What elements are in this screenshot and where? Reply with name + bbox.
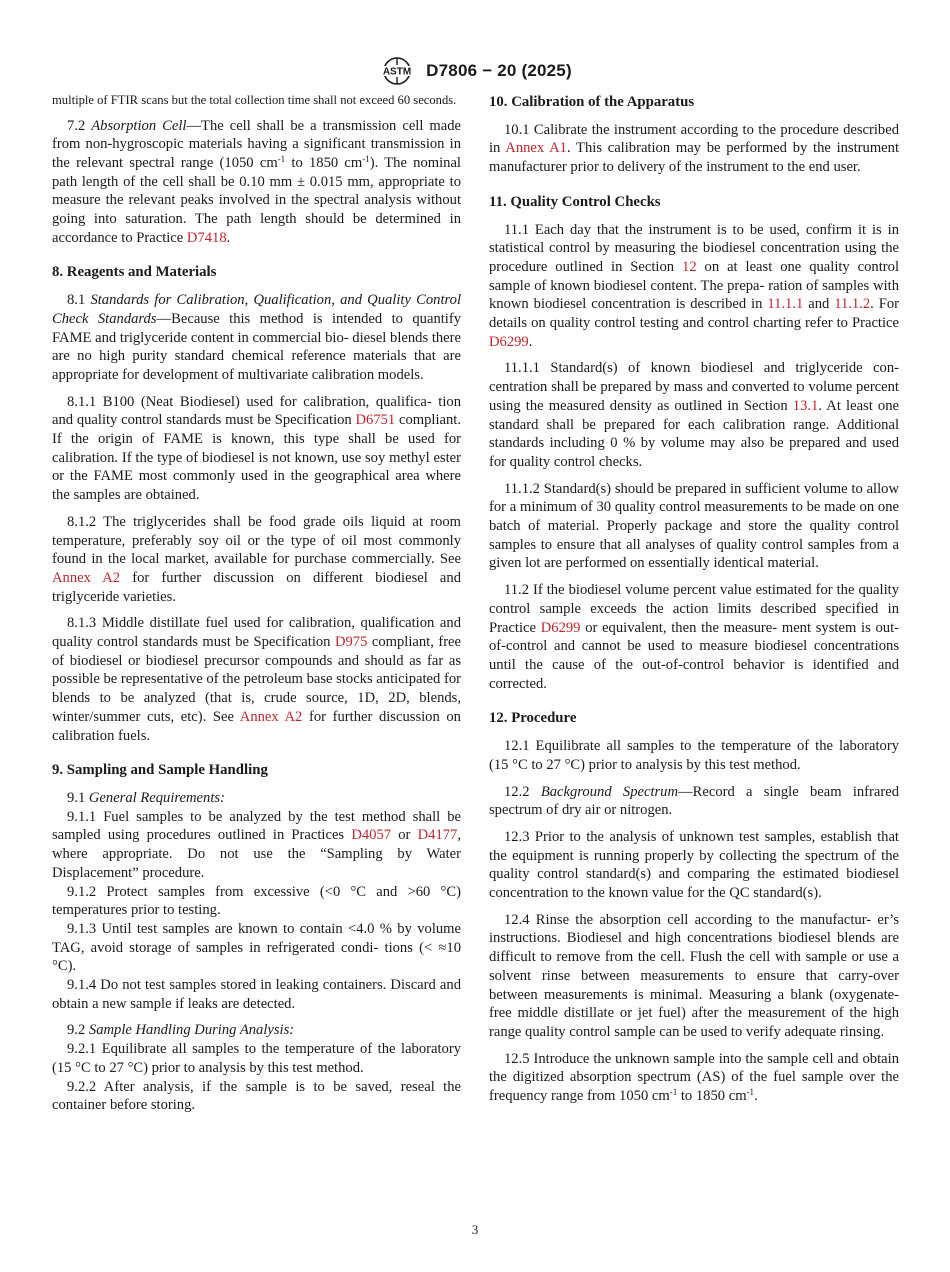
section-8-1: 8.1 Standards for Calibration, Qualification, and Quality Control Check Standards—Because this method is intended to quantify FAME and triglyceride content in commercial bio- diesel blends there are no high purity standard chemical reference materials that are appropriate for development of multivariate calibration models. <box>52 292 462 383</box>
section-11-1-1: 11.1.1 Standard(s) of known biodiesel and triglyceride con- centration shall be prepared by mass and converted to volume percent using the measured density as outlined in Section 13.1. At least one standard shall be prepared for each calibration range. Additional standards including 0 % by volume may also be prepared and used for quality control checks. <box>489 360 900 470</box>
link-d4057[interactable]: D4057 <box>351 827 392 844</box>
page-number: 3 <box>471 1222 479 1237</box>
link-d6299[interactable]: D6299 <box>489 333 529 350</box>
term-sample-handling: Sample Handling During Analysis: <box>88 1022 295 1039</box>
section-11-2: 11.2 If the biodiesel volume percent value estimated for the quality control sample exceeds the action limits described specified in Practice D6299 or equivalent, then the measure- ment system is out-of-control and cannot be used to measure biodiesel concentrations until the cause of the out-of-control behavior is identified and corrected. <box>489 582 899 692</box>
section-9-1-1: 9.1.1 Fuel samples to be analyzed by the test method shall be sampled using procedures outlined in Practices D4057 or D4177, where appropriate. Do not use the “Sampling by Water Displacement” procedure. <box>52 808 461 881</box>
section-9-2-2: 9.2.2 After analysis, if the sample is to be saved, reseal the container before storing. <box>52 1078 461 1114</box>
section-9-2-1: 9.2.1 Equilibrate all samples to the temperature of the laboratory (15 °C to 27 °C) prior to analysis by this test method. <box>52 1041 461 1076</box>
heading-section-9: 9. Sampling and Sample Handling <box>52 762 268 779</box>
term-general-requirements: General Requirements: <box>88 790 225 806</box>
link-d7418[interactable]: D7418 <box>186 229 227 246</box>
section-12-5: 12.5 Introduce the unknown sample into the sample cell and obtain the digitized absorption spectrum (AS) of the fuel sample over the frequency range from 1050 $cm^{-1}$ to 1850 $cm^{-1}$. <box>489 1050 899 1105</box>
link-annex-a2[interactable]: Annex A2 <box>52 569 121 586</box>
link-11-1-1[interactable]: 11.1.1 <box>767 296 804 313</box>
heading-section-11: 11. Quality Control Checks <box>489 193 661 210</box>
section-9-2: 9.2 Sample Handling During Analysis: <box>67 1022 295 1039</box>
link-d975[interactable]: D975 <box>334 634 368 651</box>
continued-paragraph: multiple of FTIR scans but the total collection time shall not exceed 60 seconds. <box>52 93 457 107</box>
left-column <box>52 93 461 1115</box>
term-background-spectrum: Background Spectrum <box>540 783 679 800</box>
right-column <box>489 93 899 1114</box>
link-d6299[interactable]: D6299 <box>540 619 581 636</box>
section-12-1: 12.1 Equilibrate all samples to the temperature of the laboratory (15 °C to 27 °C) prior to analysis by this test method. <box>489 738 899 773</box>
section-12-3: 12.3 Prior to the analysis of unknown test samples, establish that the equipment is running properly by collecting the spectrum of the quality control standard(s) and comparing the estimated biodiesel concentration to the known value for the QC standard(s). <box>489 828 899 902</box>
term-standards: Standards for Calibration, Qualification, and Quality Control Check Standards <box>52 292 462 327</box>
section-10-1: 10.1 Calibrate the instrument according to the procedure described in Annex A1. This calibration may be performed by the instrument manufacturer prior to delivery of the instrument to the end user. <box>489 121 899 176</box>
link-13-1[interactable]: 13.1 <box>792 397 819 414</box>
section-12-4: 12.4 Rinse the absorption cell according to the manufactur- er’s instructions. Biodiesel and high concentrations biodiesel blends are difficult to remove from the cell. Flush the cell with sample or use a solvent rinse between measurements to ensure that carry-over between measurements is minimal. Measuring a blank (oxygenate-free middle distillate or jet fuel) after the measurement of the high range quality control sample can be used to verify adequate rinsing. <box>489 911 899 1040</box>
svg-text:ASTM: ASTM <box>383 66 412 78</box>
section-8-1-1: 8.1.1 B100 (Neat Biodiesel) used for calibration, qualifica- tion and quality control standards must be Specification D6751 compliant. If the origin of FAME is known, this type shall be used for calibration. If the type of biodiesel is not known, use soy methyl ester or the FAME most commonly used in the geographical area where the samples are obtained. <box>52 393 461 504</box>
link-section-12[interactable]: 12 <box>682 258 697 275</box>
link-annex-a1[interactable]: Annex A1 <box>505 140 567 157</box>
section-11-1-2: 11.1.2 Standard(s) should be prepared in sufficient volume to allow for a minimum of 30 quality control measurements to be made on one batch of material. Properly package and store the quality control samples to ensure that all analyses of quality control samples from a given lot are performed on essentially identical material. <box>489 480 899 572</box>
section-9-1-3: 9.1.3 Until test samples are known to contain <4.0 % by volume TAG, avoid storage of samples in refrigerated condi- tions (< ≈10 °C). <box>52 920 461 975</box>
section-12-2: 12.2 Background Spectrum—Record a single beam infrared spectrum of dry air or nitrogen. <box>489 783 900 819</box>
section-8-1-3: 8.1.3 Middle distillate fuel used for calibration, qualification and quality control standards must be Specification D975 compliant, free of biodiesel or biodiesel precursor compounds and should as far as possible be representative of the petroleum base stocks anticipated for blends to be analyzed (that is, crude source, 1D, 2D, blends, winter/summer cuts, etc). See Annex A2 for further discussion on calibration fuels. <box>52 615 462 744</box>
section-8-1-2: 8.1.2 The triglycerides shall be food grade oils liquid at room temperature, preferably soy oil or the type of oil most commonly found in the local market, available for purchase commercially. See Annex A2 for further discussion on different biodiesel and triglyceride varieties. <box>52 513 461 605</box>
link-d6751[interactable]: D6751 <box>355 412 396 429</box>
heading-section-10: 10. Calibration of the Apparatus <box>489 94 695 110</box>
section-11-1: 11.1 Each day that the instrument is to be used, confirm it is in statistical control by measuring the biodiesel concentration using the procedure outlined in Section 12 on at least one quality control sample of known biodiesel content. The prepa- ration of samples with known biodiesel concentration is described in 11.1.1 and 11.1.2. For details on quality control testing and control charting refer to Practice D6299. <box>489 221 899 350</box>
heading-section-8: 8. Reagents and Materials <box>52 264 217 281</box>
section-9-1-2: 9.1.2 Protect samples from excessive (<0 °C and >60 °C) temperatures prior to testing. <box>52 883 461 919</box>
heading-section-12: 12. Procedure <box>489 710 577 727</box>
link-11-1-2[interactable]: 11.1.2 <box>834 296 871 313</box>
term-absorption-cell: Absorption Cell <box>91 117 187 134</box>
section-7-2: 7.2 Absorption Cell—The cell shall be a transmission cell made from non-hygroscopic materials having a significant transmission in the relevant spectral range (1050 $cm^{-1}$ to 1850 $cm^{-1}$). The nominal path length of the cell shall be 0.10 mm ± 0.015 mm, appropriate to measure the relevant peaks involved in the spectral analysis without going into saturation. The path length should be determined in accordance to Practice D7418. <box>52 117 462 246</box>
page-header <box>0 56 950 86</box>
link-d4177[interactable]: D4177 <box>417 827 458 844</box>
link-annex-a2[interactable]: Annex A2 <box>239 708 303 725</box>
section-9-1-4: 9.1.4 Do not test samples stored in leaking containers. Discard and obtain a new sample if leaks are detected. <box>52 977 461 1012</box>
section-9-1: 9.1 General Requirements: <box>67 790 225 806</box>
astm-logo-icon <box>378 56 416 86</box>
standard-designation: D7806 − 20 (2025) <box>426 61 572 80</box>
